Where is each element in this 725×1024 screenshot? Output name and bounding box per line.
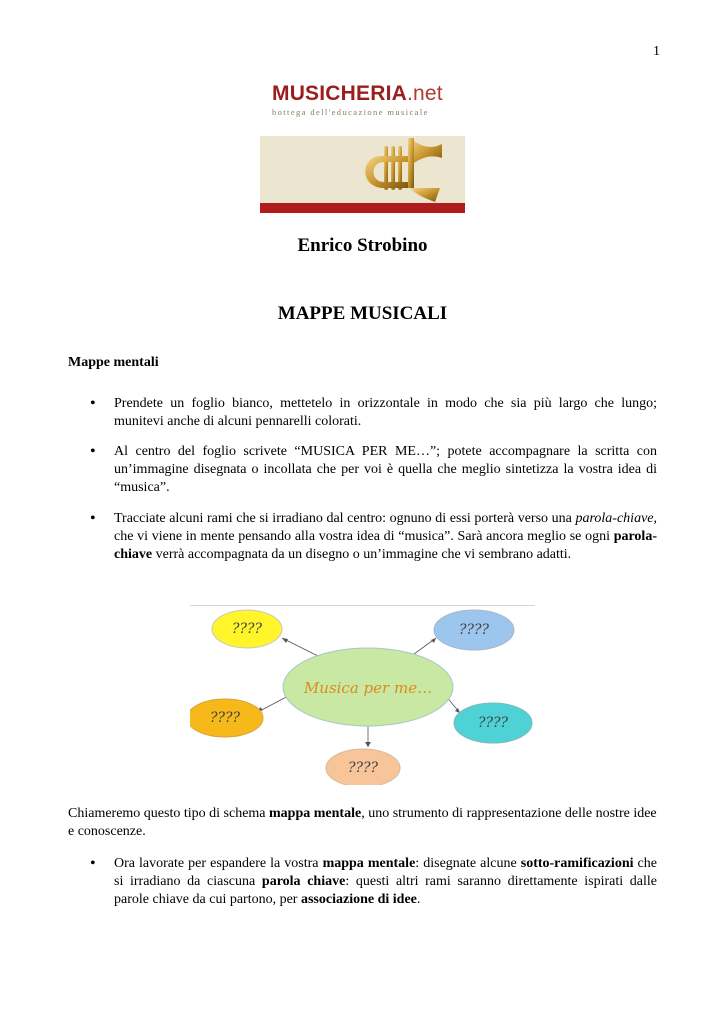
node-left-label: ???? [209,710,241,726]
bullet-item-1: • Prendete un foglio bianco, mettetelo in orizzontale in modo che sia più largo che lungo; munitevi anche di alcuni pennarelli colorati. [114,395,657,431]
page-number: 1 [653,44,660,59]
trumpet-icon [260,136,465,213]
musicheria-logo [272,82,462,117]
author-name: Enrico Strobino [297,235,428,256]
logo-brand: MUSICHERIA [272,82,408,105]
keyword-bold: mappa mentale [322,856,416,871]
keyword-bold: parola chiave [261,874,346,889]
bullet-item-2: • Al centro del foglio scrivete “MUSICA PER ME…”; potete accompagnare la scritta con un’immagine disegnata o incollata che per voi è quella che meglio sintetizza la vostra idea di “musica”. [114,443,657,497]
mind-map-paragraph: Chiameremo questo tipo di schema mappa mentale, uno strumento di rappresentazione delle nostre idee e conoscenze. [68,806,657,839]
keyword-bold: sotto-ramificazioni [520,856,634,871]
logo-tagline: bottega dell'educazione musicale [272,107,429,117]
section-heading: Mappe mentali [68,355,159,370]
node-bottom-label: ???? [347,760,379,776]
mind-map-diagram [190,605,535,785]
keyword-bold: mappa mentale [269,806,362,821]
node-top-right-label: ???? [458,622,490,638]
node-right-label: ???? [477,715,509,731]
document-title: MAPPE MUSICALI [277,303,448,324]
keyword-bold: parola-chiave [114,529,657,562]
bullet-item-3: • Tracciate alcuni rami che si irradiano dal centro: ognuno di essi porterà verso una parola-chiave, che vi viene in mente pensando alla vostra idea di “musica”. Sarà ancora meglio se ogni parola-chiave verrà accompagnata da un disegno o un’immagine che vi sembrano adatti. [114,510,657,564]
logo-tld: .net [407,82,443,105]
node-top-left-label: ???? [231,621,263,637]
trumpet-banner-image [260,136,465,213]
keyword-italic: parola-chiave [575,511,654,526]
keyword-bold: associazione di idee [300,892,417,907]
center-node-label: Musica per me… [303,679,433,697]
bullet-item-4: • Ora lavorate per espandere la vostra mappa mentale: disegnate alcune sotto-ramificazioni che si irradiano da ciascuna parola chiave: questi altri rami saranno direttamente ispirati dalle parole chiave da cui partono, per associazione di idee. [114,855,657,909]
